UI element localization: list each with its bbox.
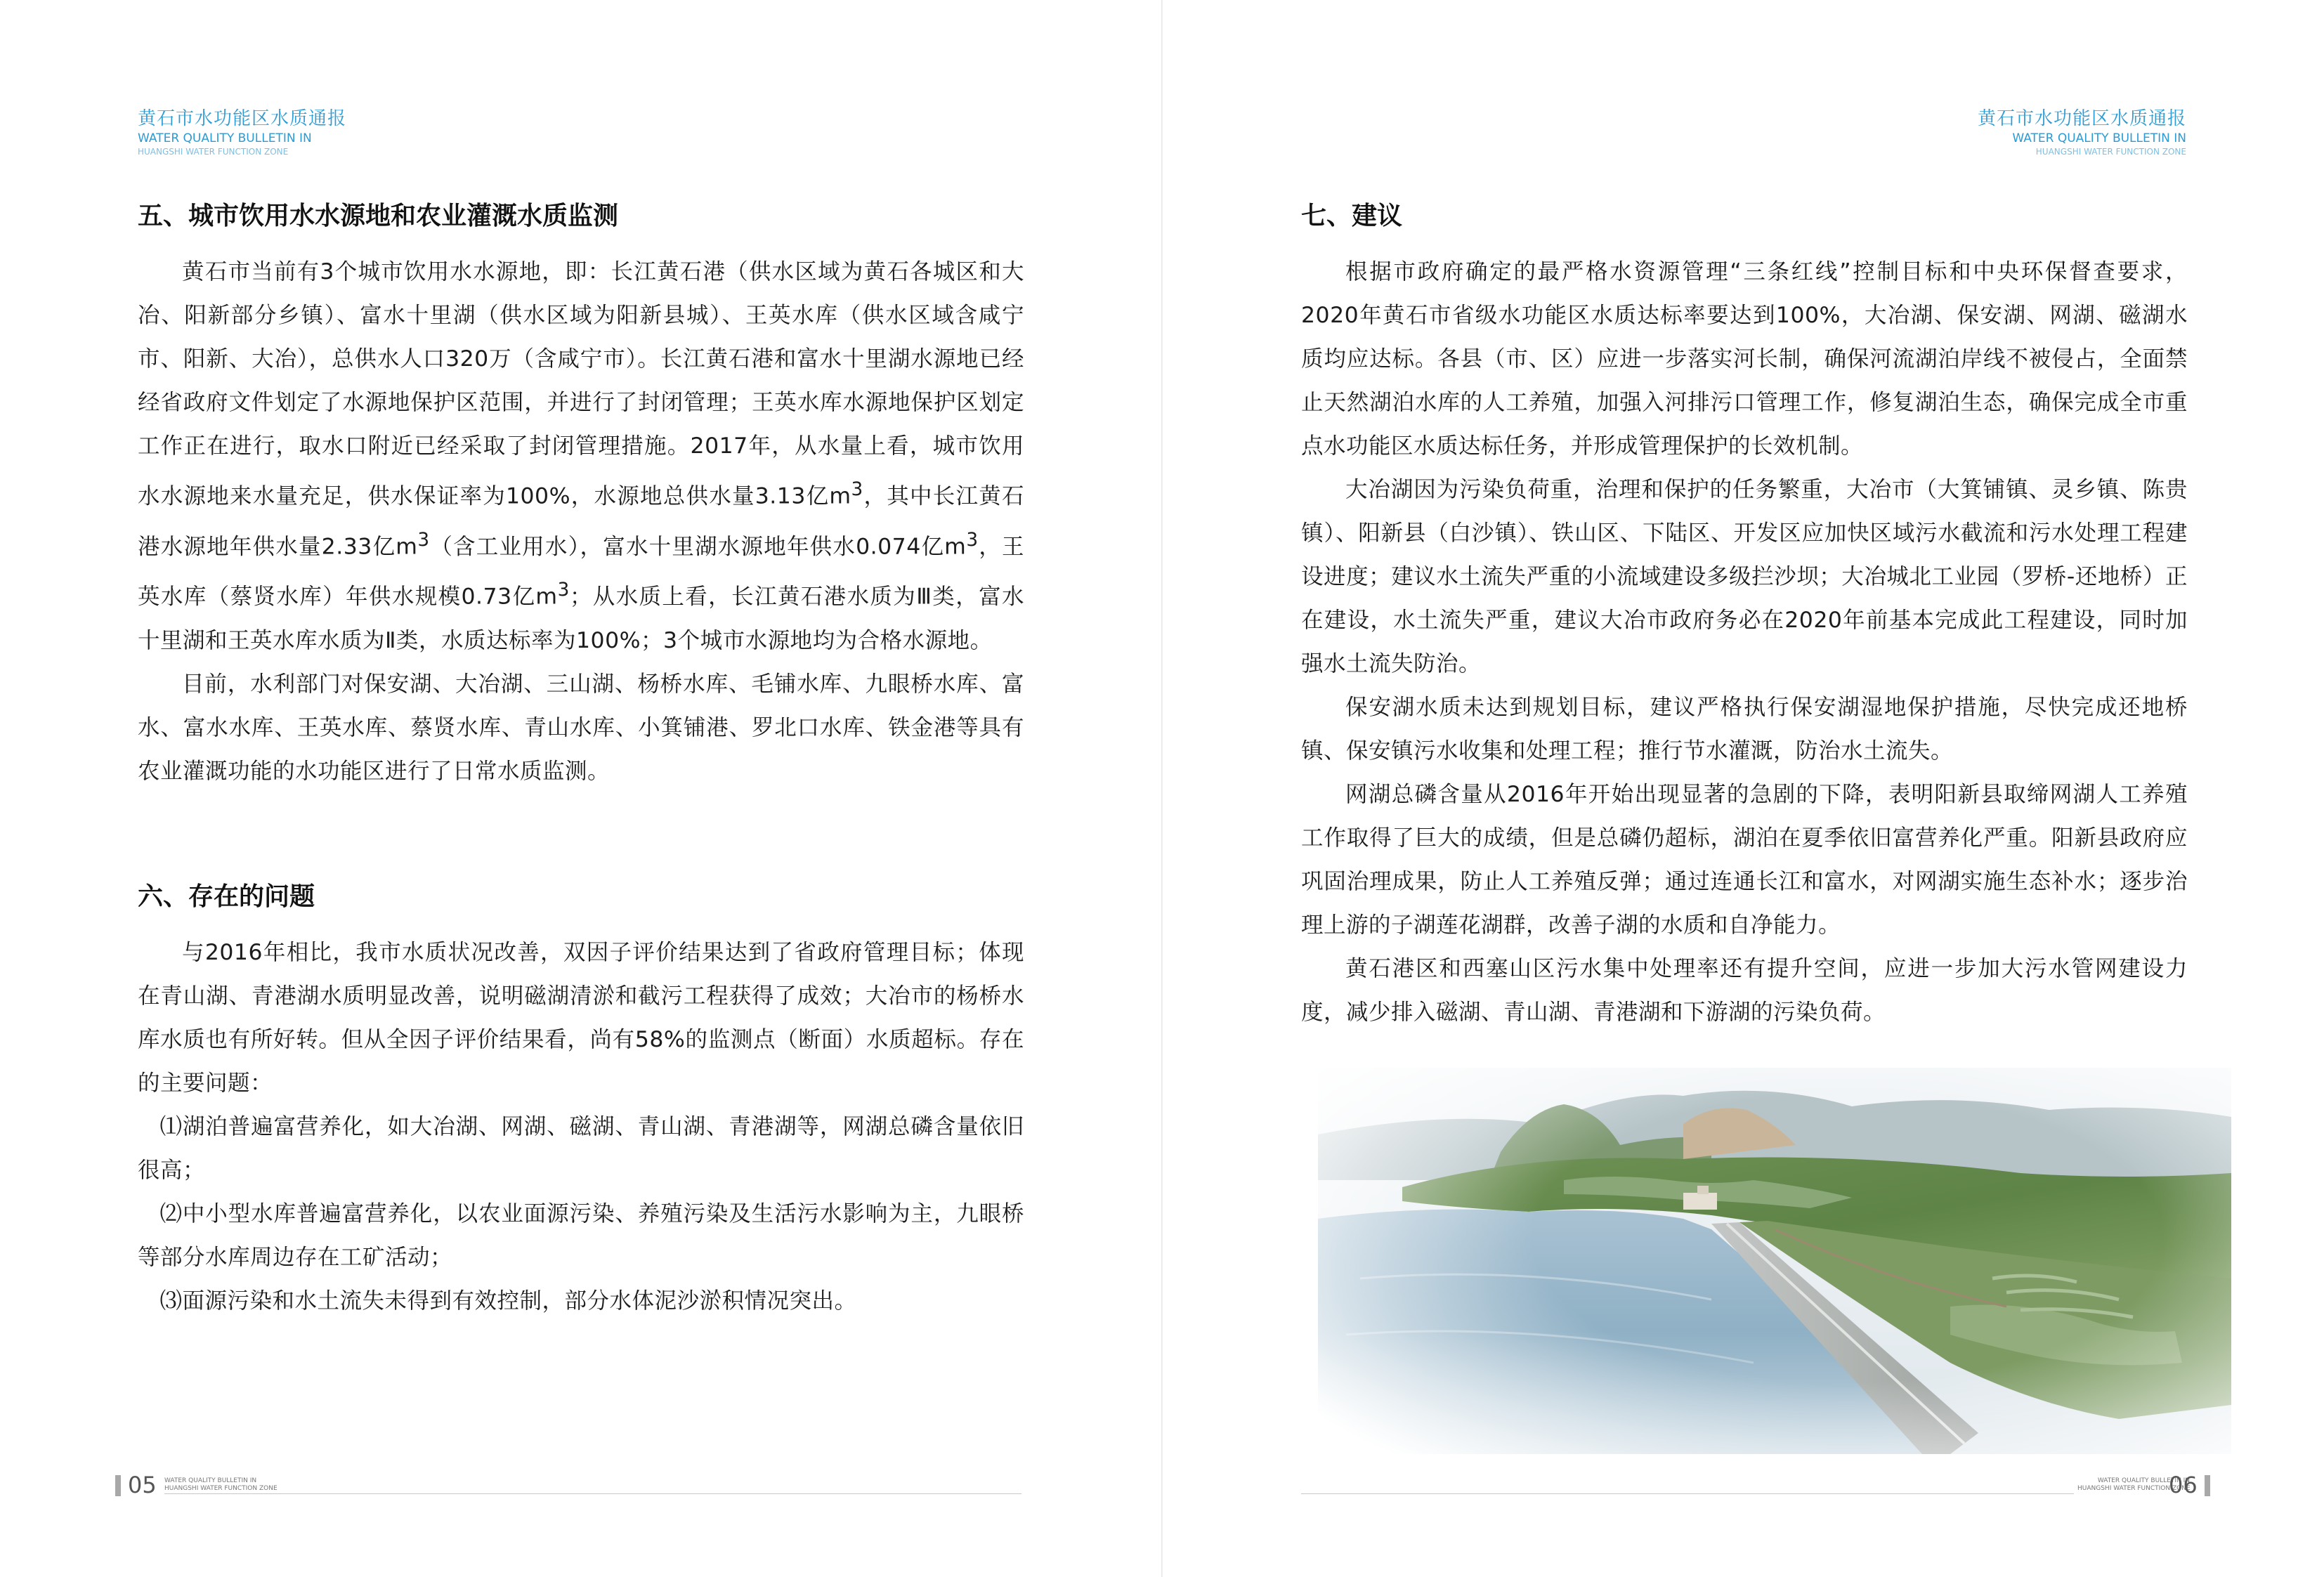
superscript: 3 [851,479,863,500]
section-6-heading: 六、存在的问题 [138,882,315,911]
footer-title-en: WATER QUALITY BULLETIN IN [164,1477,257,1484]
footer-rule [164,1493,1021,1494]
page-gutter [1161,0,1163,1577]
left-page-body [138,191,1024,1323]
footer-bar-marker [2205,1475,2210,1496]
section-7-paragraph: 大冶湖因为污染负荷重，治理和保护的任务繁重，大冶市（大箕铺镇、灵乡镇、陈贵镇）、阳新县（白沙镇）、铁山区、下陆区、开发区应加快区域污水截流和污水处理工程建设进度；建议水土流失严重的小流域建设多级拦沙坝；大冶城北工业园（罗桥-还地桥）正在建设，水土流失严重，建议大冶市政府务必在2020年前基本完成此工程建设，同时加强水土流失防治。 [1301,477,2188,676]
footer-subtitle-en: HUANGSHI WATER FUNCTION ZONE [2077,1485,2191,1492]
header-title-en: WATER QUALITY BULLETIN IN [138,131,312,145]
header-title-cn: 黄石市水功能区水质通报 [1977,108,2186,129]
section-5-paragraph-2: 目前，水利部门对保安湖、大冶湖、三山湖、杨桥水库、毛铺水库、九眼桥水库、富水、富水水库、王英水库、蔡贤水库、青山水库、小箕铺港、罗北口水库、铁金港等具有农业灌溉功能的水功能区进行了日常水质监测。 [138,671,1024,784]
page-number: 05 [128,1472,157,1498]
section-5-heading: 五、城市饮用水水源地和农业灌溉水质监测 [138,202,619,230]
section-7-paragraph: 网湖总磷含量从2016年开始出现显著的急剧的下降，表明阳新县取缔网湖人工养殖工作取得了巨大的成绩，但是总磷仍超标，湖泊在夏季依旧富营养化严重。阳新县政府应巩固治理成果，防止人工养殖反弹；通过连通长江和富水，对网湖实施生态补水；逐步治理上游的子湖莲花湖群，改善子湖的水质和自净能力。 [1301,782,2188,938]
superscript: 3 [557,580,570,601]
header-title-cn: 黄石市水功能区水质通报 [138,108,347,129]
text-run: （含工业用水），富水十里湖水源地年供水0.074亿m [429,534,967,559]
right-page-header [1978,107,2186,157]
footer-title-en: WATER QUALITY BULLETIN IN [2097,1477,2190,1484]
section-7-paragraph: 根据市政府确定的最严格水资源管理“三条红线”控制目标和中央环保督查要求，2020年黄石市省级水功能区水质达标率要达到100%，大冶湖、保安湖、网湖、磁湖水质均应达标。各县（市、区）应进一步落实河长制，确保河流湖泊岸线不被侵占，全面禁止天然湖泊水库的人工养殖，加强入河排污口管理工作，修复湖泊生态，确保完成全市重点水功能区水质达标任务，并形成管理保护的长效机制。 [1301,259,2188,459]
header-title-en: WATER QUALITY BULLETIN IN [2012,131,2186,145]
problem-item: ⑵中小型水库普遍富营养化，以农业面源污染、养殖污染及生活污水影响为主，九眼桥等部分水库周边存在工矿活动； [138,1200,1024,1270]
header-subtitle-en: HUANGSHI WATER FUNCTION ZONE [2035,147,2186,157]
problem-item: ⑶面源污染和水土流失未得到有效控制，部分水体泥沙淤积情况突出。 [159,1288,857,1314]
page-number: 06 [2169,1472,2198,1498]
left-page-header [138,107,346,157]
reservoir-landscape-photo [1318,1068,2231,1454]
header-subtitle-en: HUANGSHI WATER FUNCTION ZONE [138,147,289,157]
superscript: 3 [417,529,430,551]
footer-rule [1301,1493,2074,1494]
right-page-body [1301,191,2188,1034]
section-7-heading: 七、建议 [1301,202,1403,230]
section-6-paragraph-1: 与2016年相比，我市水质状况改善，双因子评价结果达到了省政府管理目标；体现在青山湖、青港湖水质明显改善，说明磁湖清淤和截污工程获得了成效；大冶市的杨桥水库水质也有所好转。但从全因子评价结果看，尚有58%的监测点（断面）水质超标。存在的主要问题： [138,939,1024,1096]
section-7-paragraph: 黄石港区和西塞山区污水集中处理率还有提升空间，应进一步加大污水管网建设力度，减少排入磁湖、青山湖、青港湖和下游湖的污染负荷。 [1301,956,2188,1025]
footer-bar-marker [115,1475,121,1496]
text-run: 黄石市当前有3个城市饮用水水源地，即：长江黄石港（供水区域为黄石各城区和大冶、阳新部分乡镇）、富水十里湖（供水区域为阳新县城）、王英水库（供水区域含咸宁市、阳新、大冶），总供水人口320万（含咸宁市）。长江黄石港和富水十里湖水源地已经经省政府文件划定了水源地保护区范围，并进行了封闭管理；王英水库水源地保护区划定工作正在进行，取水口附近已经采取了封闭管理措施。2017年，从水量上看，城市饮用水水源地来水量充足，供水保证率为100%，水源地总供水量3.13亿m [138,259,1024,509]
section-7-paragraph: 保安湖水质未达到规划目标，建议严格执行保安湖湿地保护措施，尽快完成还地桥镇、保安镇污水收集和处理工程；推行节水灌溉，防治水土流失。 [1301,695,2188,764]
text-run: ，王英水库（蔡贤水库）年供水规模0.73亿m [138,534,1024,610]
text-run: ；从水质上看，长江黄石港水质为Ⅲ类，富水十里湖和王英水库水质为Ⅱ类，水质达标率为100%；3个城市水源地均为合格水源地。 [138,584,1024,653]
footer-subtitle-en: HUANGSHI WATER FUNCTION ZONE [164,1485,278,1492]
problem-item: ⑴湖泊普遍富营养化，如大冶湖、网湖、磁湖、青山湖、青港湖等，网湖总磷含量依旧很高； [138,1113,1024,1183]
section-5-paragraph-1 [138,250,1024,662]
text-run: ，其中长江黄石港水源地年供水量2.33亿m [138,483,1024,559]
superscript: 3 [966,529,979,551]
